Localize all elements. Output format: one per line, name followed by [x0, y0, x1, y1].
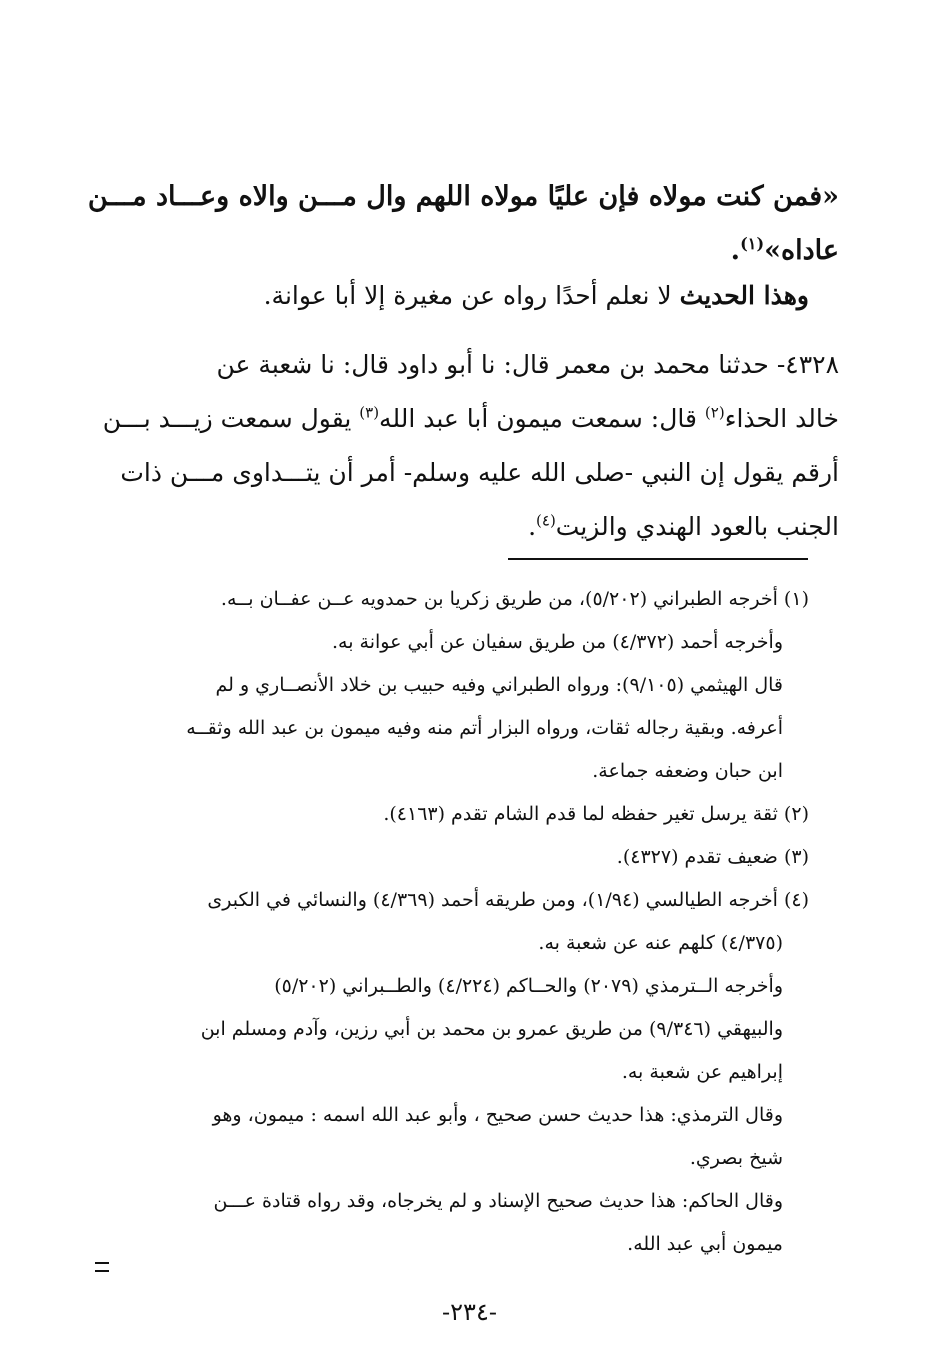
hadith-line-2-end: .	[730, 235, 741, 266]
comment-bold: وهذا الحديث	[679, 281, 809, 310]
hadith-4328	[100, 338, 839, 554]
hadith-line-1: «فمن كنت مولاه فإن عليًا مولاه اللهم وال مـــن والاه وعـــاد مـــن	[87, 181, 839, 212]
main-line-3: أرقم يقول إن النبي -صلى الله عليه وسلم- أمر أن يتـــداوى مـــن ذات	[120, 458, 839, 487]
footnote-line: شيخ بصري.	[689, 1147, 783, 1169]
footnote-line: وقال الحاكم: هذا حديث صحيح الإسناد و لم يخرجاه، وقد رواه قتادة عـــن	[213, 1190, 783, 1212]
main-line-2a: خالد الحذاء	[724, 404, 839, 433]
footnote-line: (٢) ثقة يرسل تغير حفظه لما قدم الشام تقدم (٤١٦٣).	[383, 803, 809, 825]
main-line-4b: .	[528, 512, 537, 541]
footnote-line: قال الهيثمي (٩/١٠٥): ورواه الطبراني وفيه حبيب بن خلاد الأنصــاري و لم	[215, 674, 783, 696]
footnote-line: (٤) أخرجه الطيالسي (١/٩٤)، ومن طريقه أحمد (٤/٣٦٩) والنسائي في الكبرى	[207, 889, 809, 911]
footnote-ref-1: (١)	[740, 234, 765, 253]
main-line-1: ٤٣٢٨- حدثنا محمد بن معمر قال: نا أبو داود قال: نا شعبة عن	[216, 350, 839, 379]
footnote-line: ابن حبان وضعفه جماعة.	[592, 760, 783, 782]
footnote-line: (٣) ضعيف تقدم (٤٣٢٧).	[616, 846, 809, 868]
page-number: -٢٣٤-	[442, 1298, 497, 1326]
footnote-line: إبراهيم عن شعبة به.	[621, 1061, 783, 1083]
comment-rest: لا نعلم أحدًا رواه عن مغيرة إلا أبا عوانة.	[263, 281, 672, 310]
footnotes	[96, 578, 809, 1266]
main-line-2	[100, 392, 839, 446]
footnote-line: أعرفه. وبقية رجاله ثقات، ورواه البزار أتم منه وفيه ميمون بن عبد الله وثقــه	[186, 717, 783, 739]
footnote-line: ميمون أبي عبد الله.	[627, 1233, 783, 1255]
footnote-line: والبيهقي (٩/٣٤٦) من طريق عمرو بن محمد بن أبي رزين، وآدم ومسلم ابن	[200, 1018, 783, 1040]
footnote-ref-2: (٢)	[704, 403, 725, 422]
footnote-ref-4: (٤)	[536, 511, 556, 530]
footnote-ref-3: (٣)	[359, 403, 380, 422]
footnote-line: وقال الترمذي: هذا حديث حسن صحيح ، وأبو عبد الله اسمه : ميمون، وهو	[212, 1104, 783, 1126]
author-comment	[100, 276, 809, 316]
footnote-line: (١) أخرجه الطبراني (٥/٢٠٢)، من طريق زكريا بن حمدويه عــن عفــان بــه.	[220, 588, 809, 610]
footnote-line: (٤/٣٧٥) كلهم عنه عن شعبة به.	[538, 932, 783, 954]
hadith-text	[87, 170, 839, 278]
hadith-line-2	[100, 224, 839, 278]
main-line-2b: قال: سمعت ميمون أبا عبد الله	[379, 404, 697, 433]
footnote-line: وأخرجه أحمد (٤/٣٧٢) من طريق سفيان عن أبي عوانة به.	[331, 631, 783, 653]
main-line-4	[100, 500, 839, 554]
section-end-mark	[95, 1262, 109, 1272]
hadith-line-2-text: عاداه»	[764, 235, 839, 266]
main-line-2c: يقول سمعت زيـــد بـــن	[102, 404, 352, 433]
footnote-line: وأخرجه الــترمذي (٢٠٧٩) والحــاكم (٤/٢٢٤) والطــبراني (٥/٢٠٢)	[274, 975, 783, 997]
footnote-separator	[508, 558, 808, 560]
comment-line	[100, 276, 809, 316]
main-line-4a: الجنب بالعود الهندي والزيت	[555, 512, 839, 541]
